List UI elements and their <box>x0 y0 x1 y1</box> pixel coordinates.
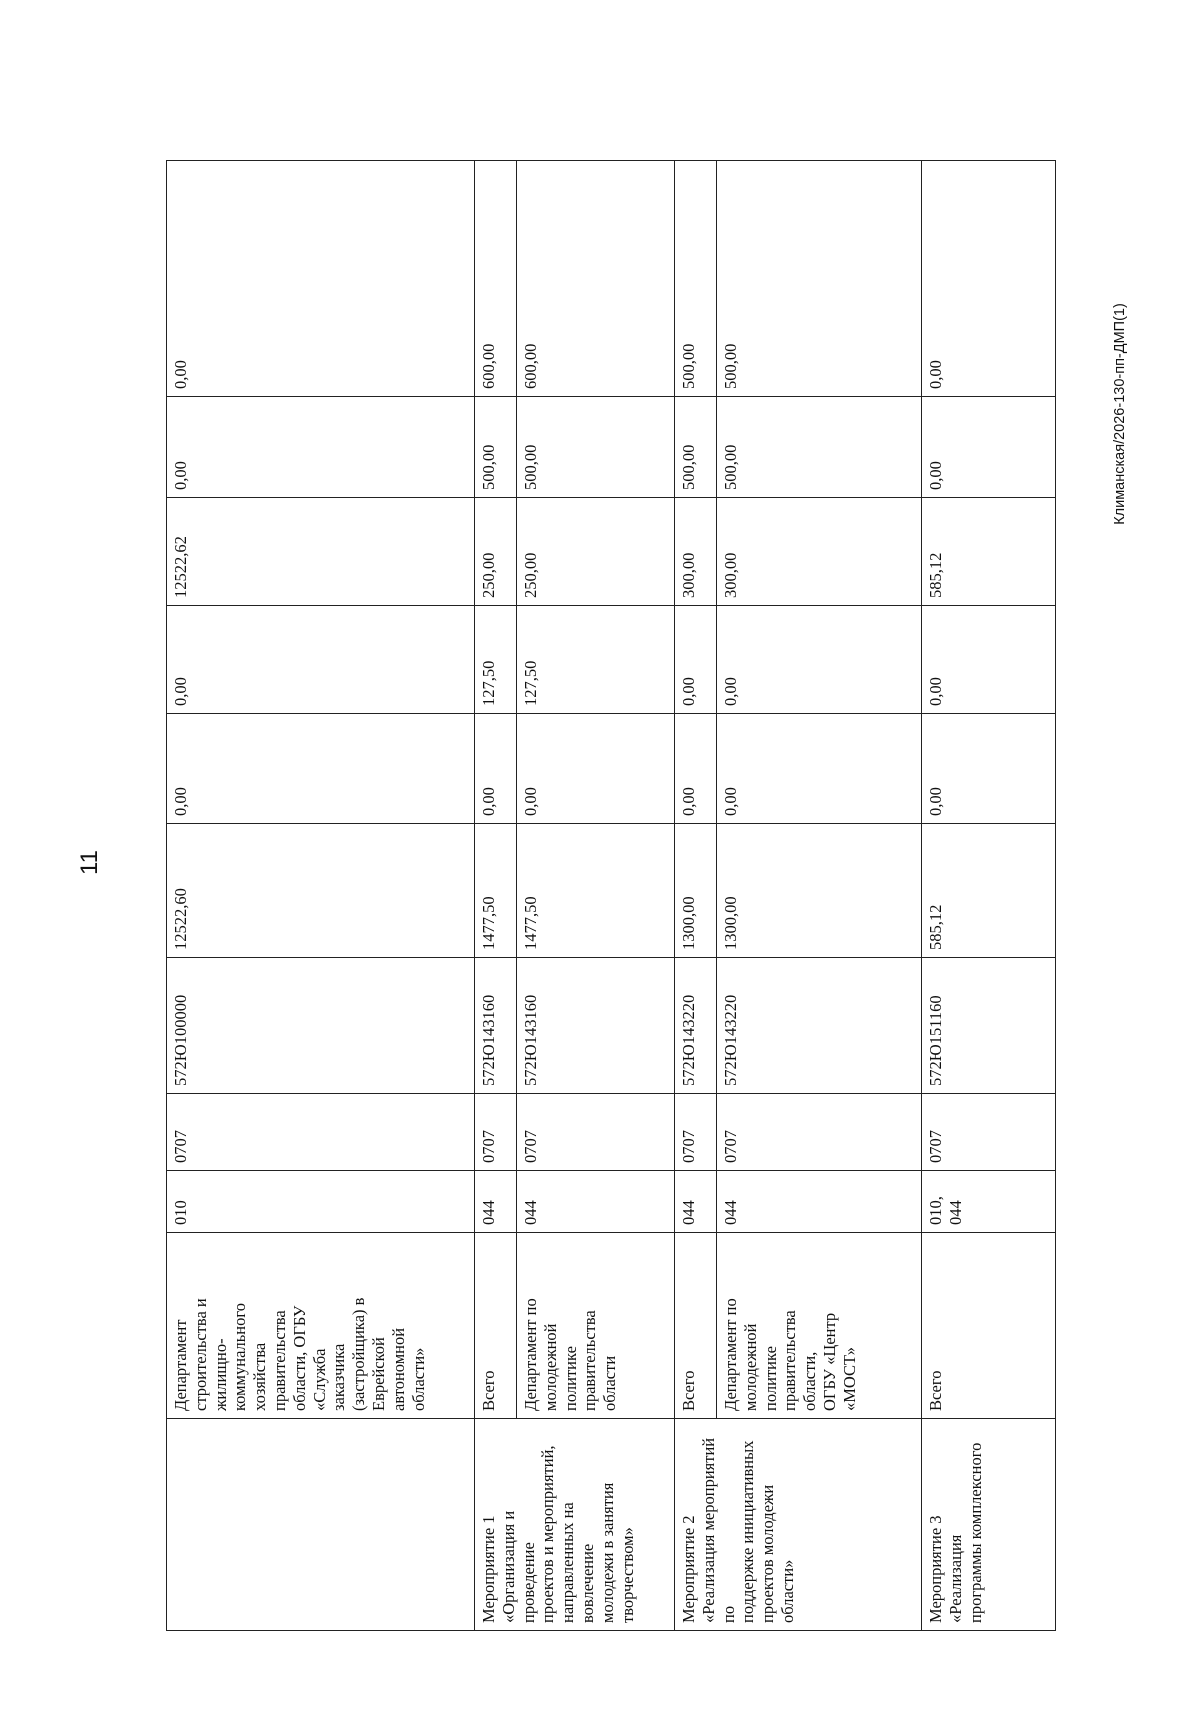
year-amount-cell: 500,00 <box>675 161 717 397</box>
total-amount-cell: 585,12 <box>922 824 1056 958</box>
year-amount-cell: 250,00 <box>517 498 675 606</box>
section-code-cell: 0707 <box>717 1094 922 1171</box>
year-amount-cell: 0,00 <box>167 714 475 824</box>
year-amount-cell: 600,00 <box>475 161 517 397</box>
section-code-cell: 0707 <box>517 1094 675 1171</box>
year-amount-cell: 0,00 <box>675 714 717 824</box>
year-amount-cell: 0,00 <box>717 606 922 714</box>
year-amount-cell: 12522,62 <box>167 498 475 606</box>
year-amount-cell: 127,50 <box>517 606 675 714</box>
table-row <box>475 161 517 1631</box>
grbs-code-cell: 044 <box>675 1171 717 1233</box>
grbs-code-cell: 044 <box>475 1171 517 1233</box>
year-amount-cell: 0,00 <box>922 397 1056 498</box>
budget-table <box>166 160 1056 1631</box>
target-article-cell: 572Ю151160 <box>922 958 1056 1094</box>
target-article-cell: 572Ю100000 <box>167 958 475 1094</box>
section-code-cell: 0707 <box>675 1094 717 1171</box>
year-amount-cell: 0,00 <box>167 161 475 397</box>
year-amount-cell: 0,00 <box>167 606 475 714</box>
year-amount-cell: 500,00 <box>517 397 675 498</box>
executor-cell: Департамент по молодежной политике правительства области <box>517 1233 675 1419</box>
grbs-code-cell: 044 <box>517 1171 675 1233</box>
target-article-cell: 572Ю143220 <box>675 958 717 1094</box>
executor-cell: Департамент строительства и жилищно- коммунального хозяйства правительства области, ОГБУ «Служба заказчика (застройщика) в Еврейской автономной области» <box>167 1233 475 1419</box>
event-cell <box>167 1419 475 1631</box>
grbs-code-cell: 010 <box>167 1171 475 1233</box>
total-amount-cell: 1300,00 <box>675 824 717 958</box>
grbs-code-cell: 010, 044 <box>922 1171 1056 1233</box>
year-amount-cell: 0,00 <box>922 714 1056 824</box>
year-amount-cell: 0,00 <box>717 714 922 824</box>
executor-cell: Всего <box>675 1233 717 1419</box>
section-code-cell: 0707 <box>922 1094 1056 1171</box>
target-article-cell: 572Ю143160 <box>517 958 675 1094</box>
year-amount-cell: 0,00 <box>167 397 475 498</box>
year-amount-cell: 250,00 <box>475 498 517 606</box>
year-amount-cell: 0,00 <box>922 161 1056 397</box>
year-amount-cell: 600,00 <box>517 161 675 397</box>
section-code-cell: 0707 <box>475 1094 517 1171</box>
table-row <box>675 161 717 1631</box>
year-amount-cell: 127,50 <box>475 606 517 714</box>
section-code-cell: 0707 <box>167 1094 475 1171</box>
total-amount-cell: 12522,60 <box>167 824 475 958</box>
year-amount-cell: 0,00 <box>475 714 517 824</box>
event-cell: Мероприятие 2 «Реализация мероприятий по поддержке инициативных проектов молодежи области» <box>675 1419 922 1631</box>
document-footer-code: Климанская/2026-130-пп-ДМП(1) <box>1112 303 1128 525</box>
year-amount-cell: 500,00 <box>717 397 922 498</box>
year-amount-cell: 300,00 <box>675 498 717 606</box>
year-amount-cell: 500,00 <box>717 161 922 397</box>
executor-cell: Всего <box>922 1233 1056 1419</box>
year-amount-cell: 585,12 <box>922 498 1056 606</box>
table-row <box>167 161 475 1631</box>
year-amount-cell: 500,00 <box>475 397 517 498</box>
grbs-code-cell: 044 <box>717 1171 922 1233</box>
table-row <box>717 161 922 1631</box>
target-article-cell: 572Ю143160 <box>475 958 517 1094</box>
year-amount-cell: 0,00 <box>675 606 717 714</box>
year-amount-cell: 0,00 <box>517 714 675 824</box>
executor-cell: Всего <box>475 1233 517 1419</box>
total-amount-cell: 1300,00 <box>717 824 922 958</box>
page-number: 11 <box>76 850 103 875</box>
year-amount-cell: 0,00 <box>922 606 1056 714</box>
executor-cell: Департамент по молодежной политике правительства области, ОГБУ «Центр «МОСТ» <box>717 1233 922 1419</box>
budget-table-rotated <box>166 161 1055 1631</box>
target-article-cell: 572Ю143220 <box>717 958 922 1094</box>
year-amount-cell: 500,00 <box>675 397 717 498</box>
event-cell: Мероприятие 3 «Реализация программы комплексного <box>922 1419 1056 1631</box>
total-amount-cell: 1477,50 <box>517 824 675 958</box>
table-row <box>517 161 675 1631</box>
year-amount-cell: 300,00 <box>717 498 922 606</box>
event-cell: Мероприятие 1 «Организация и проведение проектов и мероприятий, направленных на вовлечение молодежи в занятия творчеством» <box>475 1419 675 1631</box>
total-amount-cell: 1477,50 <box>475 824 517 958</box>
table-row <box>922 161 1056 1631</box>
